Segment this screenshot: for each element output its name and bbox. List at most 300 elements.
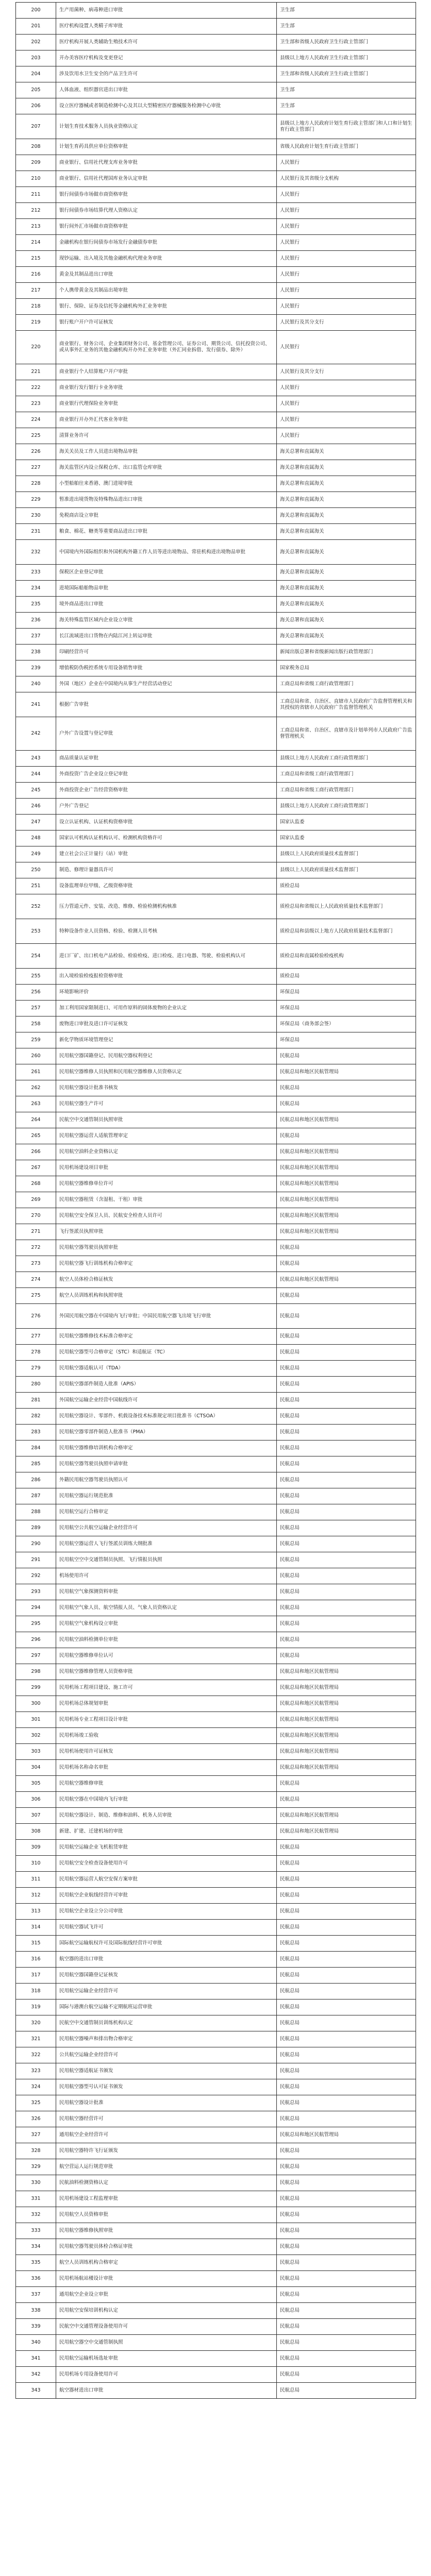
row-number: 308 bbox=[16, 1824, 56, 1840]
table-row bbox=[16, 1345, 416, 1361]
approving-department: 卫生部和省级人民政府卫生行政主管部门 bbox=[277, 35, 416, 50]
table-row bbox=[16, 1616, 416, 1632]
table-row bbox=[16, 1304, 416, 1329]
approving-department: 人民银行及其省级分支机构 bbox=[277, 171, 416, 187]
row-number: 287 bbox=[16, 1488, 56, 1504]
approving-department: 人民银行及其分支行 bbox=[277, 315, 416, 331]
approving-department: 民航总局 bbox=[277, 2079, 416, 2095]
approving-department: 民航总局和地区民航管理局 bbox=[277, 1808, 416, 1824]
approving-department: 民航总局 bbox=[277, 1409, 416, 1425]
approving-department: 人民银行 bbox=[277, 283, 416, 299]
approving-department: 民航总局和地区民航管理局 bbox=[277, 1144, 416, 1160]
approval-item-name: 印刷经营许可 bbox=[56, 645, 277, 660]
row-number: 216 bbox=[16, 267, 56, 283]
approval-item-name: 航空人员训练机构合格审定 bbox=[56, 2255, 277, 2271]
approval-item-name: 新建、扩建、迁建机场的审批 bbox=[56, 1824, 277, 1840]
row-number: 337 bbox=[16, 2287, 56, 2303]
approving-department: 民航总局 bbox=[277, 2287, 416, 2303]
row-number: 260 bbox=[16, 1048, 56, 1064]
approving-department: 人民银行 bbox=[277, 219, 416, 235]
approving-department: 民航总局 bbox=[277, 2143, 416, 2159]
approving-department: 工商总局和省、自治区、直辖市及计划单列市人民政府广告监督管理机关 bbox=[277, 717, 416, 751]
approval-item-name: 民航空中交通管制员执照审批 bbox=[56, 1112, 277, 1128]
approving-department: 民航总局 bbox=[277, 1936, 416, 1952]
table-row bbox=[16, 2351, 416, 2367]
approving-department: 工商总局和省级工商行政管理部门 bbox=[277, 676, 416, 692]
approval-item-name: 民用航空企业航线经营许可审批 bbox=[56, 1888, 277, 1904]
approving-department: 民航总局 bbox=[277, 1425, 416, 1440]
approval-item-name: 压力管道元件、安装、改造、维修、检验检测机构核准 bbox=[56, 894, 277, 919]
table-row bbox=[16, 2271, 416, 2287]
table-row bbox=[16, 2175, 416, 2191]
approval-item-name: 外国民用航空器在中国境内飞行审批；中国民用航空器飞出境飞行审批 bbox=[56, 1304, 277, 1329]
row-number: 330 bbox=[16, 2175, 56, 2191]
table-row bbox=[16, 1760, 416, 1776]
table-row bbox=[16, 846, 416, 862]
row-number: 304 bbox=[16, 1760, 56, 1776]
approving-department: 民航总局 bbox=[277, 1584, 416, 1600]
table-row bbox=[16, 235, 416, 251]
table-row bbox=[16, 1016, 416, 1032]
row-number: 202 bbox=[16, 35, 56, 50]
table-row bbox=[16, 831, 416, 846]
approval-item-name: 民用机场名称命名审批 bbox=[56, 1760, 277, 1776]
row-number: 249 bbox=[16, 846, 56, 862]
row-number: 316 bbox=[16, 1952, 56, 1968]
approval-item-name: 境外商品进出口审批 bbox=[56, 597, 277, 613]
approving-department: 民航总局 bbox=[277, 1952, 416, 1968]
approving-department: 民航总局 bbox=[277, 1456, 416, 1472]
approval-item-name: 民用航空器生产许可 bbox=[56, 1096, 277, 1112]
approving-department: 县级以上地方人民政府计划生育行政主管部门和人口和计划生育行政主管部门 bbox=[277, 114, 416, 139]
row-number: 274 bbox=[16, 1272, 56, 1288]
table-row bbox=[16, 1664, 416, 1680]
row-number: 307 bbox=[16, 1808, 56, 1824]
row-number: 298 bbox=[16, 1664, 56, 1680]
approval-item-name: 民用航空油料企业资格认定 bbox=[56, 1144, 277, 1160]
approving-department: 民航总局 bbox=[277, 1440, 416, 1456]
table-row bbox=[16, 1393, 416, 1409]
approval-item-name: 民用机场使用许可证核发 bbox=[56, 1744, 277, 1760]
approval-item-name: 民用航空气象人员、航空情报人员、气象人员资格认定 bbox=[56, 1600, 277, 1616]
approval-item-name: 民用航空器驾驶员体检合格证审批 bbox=[56, 2239, 277, 2255]
approving-department: 国家认监委 bbox=[277, 831, 416, 846]
row-number: 286 bbox=[16, 1472, 56, 1488]
approving-department: 民航总局 bbox=[277, 2223, 416, 2239]
approving-department: 民航总局 bbox=[277, 1048, 416, 1064]
approval-item-name: 新化学物质环境管理登记 bbox=[56, 1032, 277, 1048]
approving-department: 民航总局 bbox=[277, 1288, 416, 1304]
approval-item-name: 民用航空器设计、制造、维修和油料、机务人员审批 bbox=[56, 1808, 277, 1824]
approval-item-name: 保税区企业登记审批 bbox=[56, 565, 277, 581]
approving-department: 质检总局和省级以上人民政府质量技术监督部门 bbox=[277, 894, 416, 919]
approving-department: 民航总局 bbox=[277, 1361, 416, 1377]
approval-item-name: 国际航空运输航权许可及国际航线经营许可审批 bbox=[56, 1936, 277, 1952]
approval-item-name: 商业银行代理保险业务审批 bbox=[56, 396, 277, 412]
table-row bbox=[16, 815, 416, 831]
row-number: 335 bbox=[16, 2255, 56, 2271]
row-number: 233 bbox=[16, 565, 56, 581]
row-number: 269 bbox=[16, 1192, 56, 1208]
table-row bbox=[16, 2047, 416, 2063]
row-number: 295 bbox=[16, 1616, 56, 1632]
approval-item-name: 小型船舶往来香港、澳门进境审批 bbox=[56, 476, 277, 492]
approving-department: 民航总局 bbox=[277, 1999, 416, 2015]
approval-item-name: 民用机场竣工验收 bbox=[56, 1728, 277, 1744]
row-number: 301 bbox=[16, 1712, 56, 1728]
row-number: 214 bbox=[16, 235, 56, 251]
approving-department: 人民银行 bbox=[277, 187, 416, 203]
approving-department: 海关总署和直属海关 bbox=[277, 629, 416, 645]
row-number: 238 bbox=[16, 645, 56, 660]
row-number: 303 bbox=[16, 1744, 56, 1760]
approving-department: 民航总局 bbox=[277, 1536, 416, 1552]
row-number: 311 bbox=[16, 1872, 56, 1888]
approving-department: 民航总局 bbox=[277, 1920, 416, 1936]
row-number: 289 bbox=[16, 1520, 56, 1536]
approval-item-name: 医疗机构设置人类精子库审批 bbox=[56, 19, 277, 35]
approving-department: 民航总局 bbox=[277, 2303, 416, 2319]
approval-item-name: 设立医疗器械或者制造检测中心及其以大型精密医疗器械服务检测中心审批 bbox=[56, 98, 277, 114]
approving-department: 民航总局和地区民航管理局 bbox=[277, 1744, 416, 1760]
approval-item-name: 民用航空运输机场选址审批 bbox=[56, 2351, 277, 2367]
approving-department: 民航总局 bbox=[277, 2191, 416, 2207]
approval-item-name: 金融机构在银行间债券市场发行金融债券审批 bbox=[56, 235, 277, 251]
row-number: 302 bbox=[16, 1728, 56, 1744]
table-row bbox=[16, 783, 416, 799]
table-row bbox=[16, 1001, 416, 1016]
row-number: 258 bbox=[16, 1016, 56, 1032]
table-row bbox=[16, 944, 416, 969]
approval-item-name: 民用航空安保培训机构认定 bbox=[56, 2303, 277, 2319]
table-row bbox=[16, 1632, 416, 1648]
approving-department: 民航总局 bbox=[277, 2015, 416, 2031]
row-number: 278 bbox=[16, 1345, 56, 1361]
approval-item-name: 银行间债券市场做市商资格审批 bbox=[56, 187, 277, 203]
approval-item-name: 国际与港澳台航空运输不定期航班运营审批 bbox=[56, 1999, 277, 2015]
approval-item-name: 机场使用许可 bbox=[56, 1568, 277, 1584]
table-row bbox=[16, 1272, 416, 1288]
table-row bbox=[16, 1856, 416, 1872]
approval-item-name: 民用航空器租赁（含湿租、干租）审批 bbox=[56, 1192, 277, 1208]
table-row bbox=[16, 187, 416, 203]
approving-department: 海关总署和直属海关 bbox=[277, 492, 416, 508]
approving-department: 民航总局 bbox=[277, 2095, 416, 2111]
table-row bbox=[16, 1584, 416, 1600]
row-number: 294 bbox=[16, 1600, 56, 1616]
approval-item-name: 特种设备作业人员资格、检验、检测人员考核 bbox=[56, 919, 277, 944]
table-row bbox=[16, 751, 416, 767]
approval-item-name: 航空营运人运行规范审批 bbox=[56, 2159, 277, 2175]
approval-item-name: 民用航空器运营人航空安保方案审批 bbox=[56, 1872, 277, 1888]
approval-item-name: 现钞运输、出入境及其他金融机构代理业务审批 bbox=[56, 251, 277, 267]
table-row bbox=[16, 2079, 416, 2095]
row-number: 257 bbox=[16, 1001, 56, 1016]
approving-department: 民航总局和地区民航管理局 bbox=[277, 1160, 416, 1176]
table-row bbox=[16, 219, 416, 235]
approving-department: 民航总局 bbox=[277, 1600, 416, 1616]
table-row bbox=[16, 1744, 416, 1760]
approving-department: 民航总局 bbox=[277, 2111, 416, 2127]
table-row bbox=[16, 396, 416, 412]
table-row bbox=[16, 1504, 416, 1520]
approving-department: 县级以上人民政府质量技术监督部门 bbox=[277, 862, 416, 878]
row-number: 277 bbox=[16, 1329, 56, 1345]
row-number: 300 bbox=[16, 1696, 56, 1712]
row-number: 268 bbox=[16, 1176, 56, 1192]
approving-department: 卫生部 bbox=[277, 3, 416, 19]
approving-department: 民航总局 bbox=[277, 1240, 416, 1256]
approval-item-name: 进口厂矿、出口机电产品检验、检验检疫、进口检疫、进口电器、驾驶、检验机构认可 bbox=[56, 944, 277, 969]
approving-department: 县级以上地方人民政府工商行政管理部门 bbox=[277, 751, 416, 767]
approving-department: 民航总局和地区民航管理局 bbox=[277, 1224, 416, 1240]
table-row bbox=[16, 1160, 416, 1176]
approving-department: 民航总局 bbox=[277, 1568, 416, 1584]
approving-department: 县级以上地方人民政府卫生行政主管部门 bbox=[277, 50, 416, 66]
table-row bbox=[16, 1999, 416, 2015]
approving-department: 民航总局 bbox=[277, 2335, 416, 2351]
approval-item-name: 医疗机构开展人类辅助生殖技术许可 bbox=[56, 35, 277, 50]
approval-item-name: 废物进口审批及进口许可证核发 bbox=[56, 1016, 277, 1032]
row-number: 276 bbox=[16, 1304, 56, 1329]
row-number: 207 bbox=[16, 114, 56, 139]
row-number: 231 bbox=[16, 524, 56, 540]
approval-item-name: 外商投资企业广告经营资格审批 bbox=[56, 783, 277, 799]
table-row bbox=[16, 1048, 416, 1064]
approval-item-name: 民用航空安全检查设备使用许可 bbox=[56, 1856, 277, 1872]
approval-item-name: 民用机场工程项目建设、施工许可 bbox=[56, 1680, 277, 1696]
table-body bbox=[16, 3, 416, 2399]
approving-department: 新闻出版总署和省级新闻出版行政管理部门 bbox=[277, 645, 416, 660]
row-number: 312 bbox=[16, 1888, 56, 1904]
approval-item-name: 民用航空器适航认可（TDA） bbox=[56, 1361, 277, 1377]
approval-item-name: 涉及饮用水卫生安全的产品卫生许可 bbox=[56, 66, 277, 82]
table-row bbox=[16, 508, 416, 524]
row-number: 225 bbox=[16, 428, 56, 444]
row-number: 250 bbox=[16, 862, 56, 878]
approving-department: 民航总局和地区民航管理局 bbox=[277, 1760, 416, 1776]
table-row bbox=[16, 364, 416, 380]
approval-item-name: 民用航空器设计、零部件、机载设备技术标准规定项目批准书（CTSOA） bbox=[56, 1409, 277, 1425]
table-row bbox=[16, 139, 416, 155]
table-row bbox=[16, 1472, 416, 1488]
table-row bbox=[16, 2063, 416, 2079]
approving-department: 海关总署和直属海关 bbox=[277, 565, 416, 581]
approval-item-name: 民用航空器维修单位认可 bbox=[56, 1648, 277, 1664]
approving-department: 民航总局 bbox=[277, 2319, 416, 2335]
table-row bbox=[16, 2239, 416, 2255]
approval-item-name: 长江流域进出口货物在内陆江河上转运审批 bbox=[56, 629, 277, 645]
table-row bbox=[16, 1680, 416, 1696]
approval-item-name: 民用航空器型号合格审定（STC）和适航证（TC） bbox=[56, 1345, 277, 1361]
approving-department: 民航总局 bbox=[277, 1128, 416, 1144]
table-row bbox=[16, 1256, 416, 1272]
approval-item-name: 民用航空运输企业经营许可 bbox=[56, 1984, 277, 1999]
approval-item-name: 设备监理单位甲级、乙级资格审批 bbox=[56, 878, 277, 894]
table-row bbox=[16, 969, 416, 985]
approving-department: 民航总局 bbox=[277, 2367, 416, 2383]
table-row bbox=[16, 1888, 416, 1904]
approval-item-name: 民用航空器设计批准 bbox=[56, 2095, 277, 2111]
row-number: 254 bbox=[16, 944, 56, 969]
approving-department: 民航总局 bbox=[277, 2047, 416, 2063]
table-row bbox=[16, 114, 416, 139]
row-number: 211 bbox=[16, 187, 56, 203]
approving-department: 民航总局 bbox=[277, 1872, 416, 1888]
row-number: 237 bbox=[16, 629, 56, 645]
approval-item-name: 设立认证机构、认证机构资格审批 bbox=[56, 815, 277, 831]
approval-items-table bbox=[15, 2, 416, 2399]
approval-item-name: 银行账户开户许可证核发 bbox=[56, 315, 277, 331]
approval-item-name: 民航油料检测资格认定 bbox=[56, 2175, 277, 2191]
table-row bbox=[16, 597, 416, 613]
approval-item-name: 民用航空企业设立分公司审批 bbox=[56, 1904, 277, 1920]
table-row bbox=[16, 629, 416, 645]
approving-department: 民航总局 bbox=[277, 1776, 416, 1792]
approval-item-name: 银行、保险、证券及信托等金融机构外汇业务审批 bbox=[56, 299, 277, 315]
approving-department: 民航总局 bbox=[277, 1904, 416, 1920]
approval-item-name: 通用航空企业设立审批 bbox=[56, 2287, 277, 2303]
table-row bbox=[16, 203, 416, 219]
table-row bbox=[16, 1600, 416, 1616]
row-number: 334 bbox=[16, 2239, 56, 2255]
table-row bbox=[16, 19, 416, 35]
approval-item-name: 通用航空企业经营许可 bbox=[56, 2127, 277, 2143]
approving-department: 民航总局和地区民航管理局 bbox=[277, 1064, 416, 1080]
approving-department: 民航总局 bbox=[277, 1488, 416, 1504]
approval-item-name: 外国航空运输企业经营中国航线许可 bbox=[56, 1393, 277, 1409]
approval-item-name: 商业银行发行银行卡业务审批 bbox=[56, 380, 277, 396]
row-number: 208 bbox=[16, 139, 56, 155]
approving-department: 民航总局 bbox=[277, 1504, 416, 1520]
approving-department: 卫生部 bbox=[277, 82, 416, 98]
row-number: 297 bbox=[16, 1648, 56, 1664]
approving-department: 人民银行 bbox=[277, 155, 416, 171]
row-number: 229 bbox=[16, 492, 56, 508]
table-row bbox=[16, 2191, 416, 2207]
approval-item-name: 民用航空器驾驶员执照申请审批 bbox=[56, 1456, 277, 1472]
approving-department: 民航总局 bbox=[277, 2031, 416, 2047]
approval-item-name: 环境影响评价 bbox=[56, 985, 277, 1001]
row-number: 239 bbox=[16, 660, 56, 676]
table-row bbox=[16, 676, 416, 692]
approval-item-name: 生产用菌种、病毒种进口审批 bbox=[56, 3, 277, 19]
table-row bbox=[16, 1904, 416, 1920]
table-row bbox=[16, 1824, 416, 1840]
approving-department: 民航总局 bbox=[277, 1377, 416, 1393]
approving-department: 民航总局 bbox=[277, 2255, 416, 2271]
approval-item-name: 民用航空器设计批准书核发 bbox=[56, 1080, 277, 1096]
table-row bbox=[16, 692, 416, 717]
table-row bbox=[16, 2111, 416, 2127]
row-number: 285 bbox=[16, 1456, 56, 1472]
row-number: 306 bbox=[16, 1792, 56, 1808]
table-row bbox=[16, 1552, 416, 1568]
approving-department: 民航总局和地区民航管理局 bbox=[277, 1272, 416, 1288]
table-row bbox=[16, 35, 416, 50]
table-row bbox=[16, 283, 416, 299]
approving-department: 海关总署和直属海关 bbox=[277, 613, 416, 629]
approving-department: 人民银行 bbox=[277, 331, 416, 364]
approval-item-name: 民用航空气象机构设立审批 bbox=[56, 1616, 277, 1632]
row-number: 271 bbox=[16, 1224, 56, 1240]
table-row bbox=[16, 1224, 416, 1240]
table-row bbox=[16, 2031, 416, 2047]
approval-item-name: 计划生育药具供应单位资格审批 bbox=[56, 139, 277, 155]
approval-item-name: 民航空中交通管理设备使用许可 bbox=[56, 2319, 277, 2335]
approving-department: 民航总局 bbox=[277, 1616, 416, 1632]
approval-item-name: 民用机场总体规划审批 bbox=[56, 1696, 277, 1712]
approving-department: 民航总局 bbox=[277, 1552, 416, 1568]
approval-item-name: 民用机场建设项目审批 bbox=[56, 1160, 277, 1176]
table-row bbox=[16, 1712, 416, 1728]
approval-item-name: 根据广告审批 bbox=[56, 692, 277, 717]
row-number: 255 bbox=[16, 969, 56, 985]
approving-department: 人民银行 bbox=[277, 428, 416, 444]
approval-item-name: 海关特殊监管区域内企业设立审批 bbox=[56, 613, 277, 629]
approving-department: 民航总局 bbox=[277, 2271, 416, 2287]
table-row bbox=[16, 1696, 416, 1712]
row-number: 321 bbox=[16, 2031, 56, 2047]
approving-department: 民航总局和地区民航管理局 bbox=[277, 1176, 416, 1192]
table-row bbox=[16, 985, 416, 1001]
row-number: 244 bbox=[16, 767, 56, 783]
row-number: 200 bbox=[16, 3, 56, 19]
approval-item-name: 民用机场建设工程监理审批 bbox=[56, 2191, 277, 2207]
row-number: 275 bbox=[16, 1288, 56, 1304]
row-number: 212 bbox=[16, 203, 56, 219]
approving-department: 人民银行 bbox=[277, 267, 416, 283]
row-number: 227 bbox=[16, 460, 56, 476]
row-number: 328 bbox=[16, 2143, 56, 2159]
approval-item-name: 出入境检验检疫报检资格审批 bbox=[56, 969, 277, 985]
approving-department: 民航总局 bbox=[277, 1856, 416, 1872]
approving-department: 质检总局 bbox=[277, 969, 416, 985]
approving-department: 民航总局 bbox=[277, 1472, 416, 1488]
approving-department: 民航总局 bbox=[277, 1968, 416, 1984]
table-row bbox=[16, 1648, 416, 1664]
approving-department: 民航总局 bbox=[277, 1304, 416, 1329]
approving-department: 民航总局 bbox=[277, 1792, 416, 1808]
table-row bbox=[16, 155, 416, 171]
row-number: 256 bbox=[16, 985, 56, 1001]
approving-department: 民航总局和地区民航管理局 bbox=[277, 2127, 416, 2143]
approval-item-name: 民用航空空中交通管制员执照、飞行情报员执照 bbox=[56, 1552, 277, 1568]
row-number: 251 bbox=[16, 878, 56, 894]
approval-item-name: 民用机场航站楼设计审批 bbox=[56, 2271, 277, 2287]
approval-item-name: 民用航空器在中国境内飞行审批 bbox=[56, 1792, 277, 1808]
approval-item-name: 商品质量认证审批 bbox=[56, 751, 277, 767]
approval-item-name: 民用航空器试飞许可 bbox=[56, 1920, 277, 1936]
row-number: 343 bbox=[16, 2383, 56, 2399]
approving-department: 县级以上人民政府质量技术监督部门 bbox=[277, 846, 416, 862]
table-row bbox=[16, 2159, 416, 2175]
row-number: 242 bbox=[16, 717, 56, 751]
approval-item-name: 民用航空器驾驶员执照审批 bbox=[56, 1240, 277, 1256]
table-row bbox=[16, 660, 416, 676]
table-row bbox=[16, 1128, 416, 1144]
table-row bbox=[16, 1361, 416, 1377]
row-number: 293 bbox=[16, 1584, 56, 1600]
table-row bbox=[16, 98, 416, 114]
approval-item-name: 海关监管区内设立保税仓库、出口监管仓库审批 bbox=[56, 460, 277, 476]
table-row bbox=[16, 1144, 416, 1160]
approval-item-name: 商业银行开办外汇代客业务审批 bbox=[56, 412, 277, 428]
approval-item-name: 民用航空器飞行训练机构合格审定 bbox=[56, 1256, 277, 1272]
approval-item-name: 民用航空器经营许可 bbox=[56, 2111, 277, 2127]
table-row bbox=[16, 82, 416, 98]
approval-item-name: 加工利用国家限制进口、可用作原料的固体废物的企业认定 bbox=[56, 1001, 277, 1016]
